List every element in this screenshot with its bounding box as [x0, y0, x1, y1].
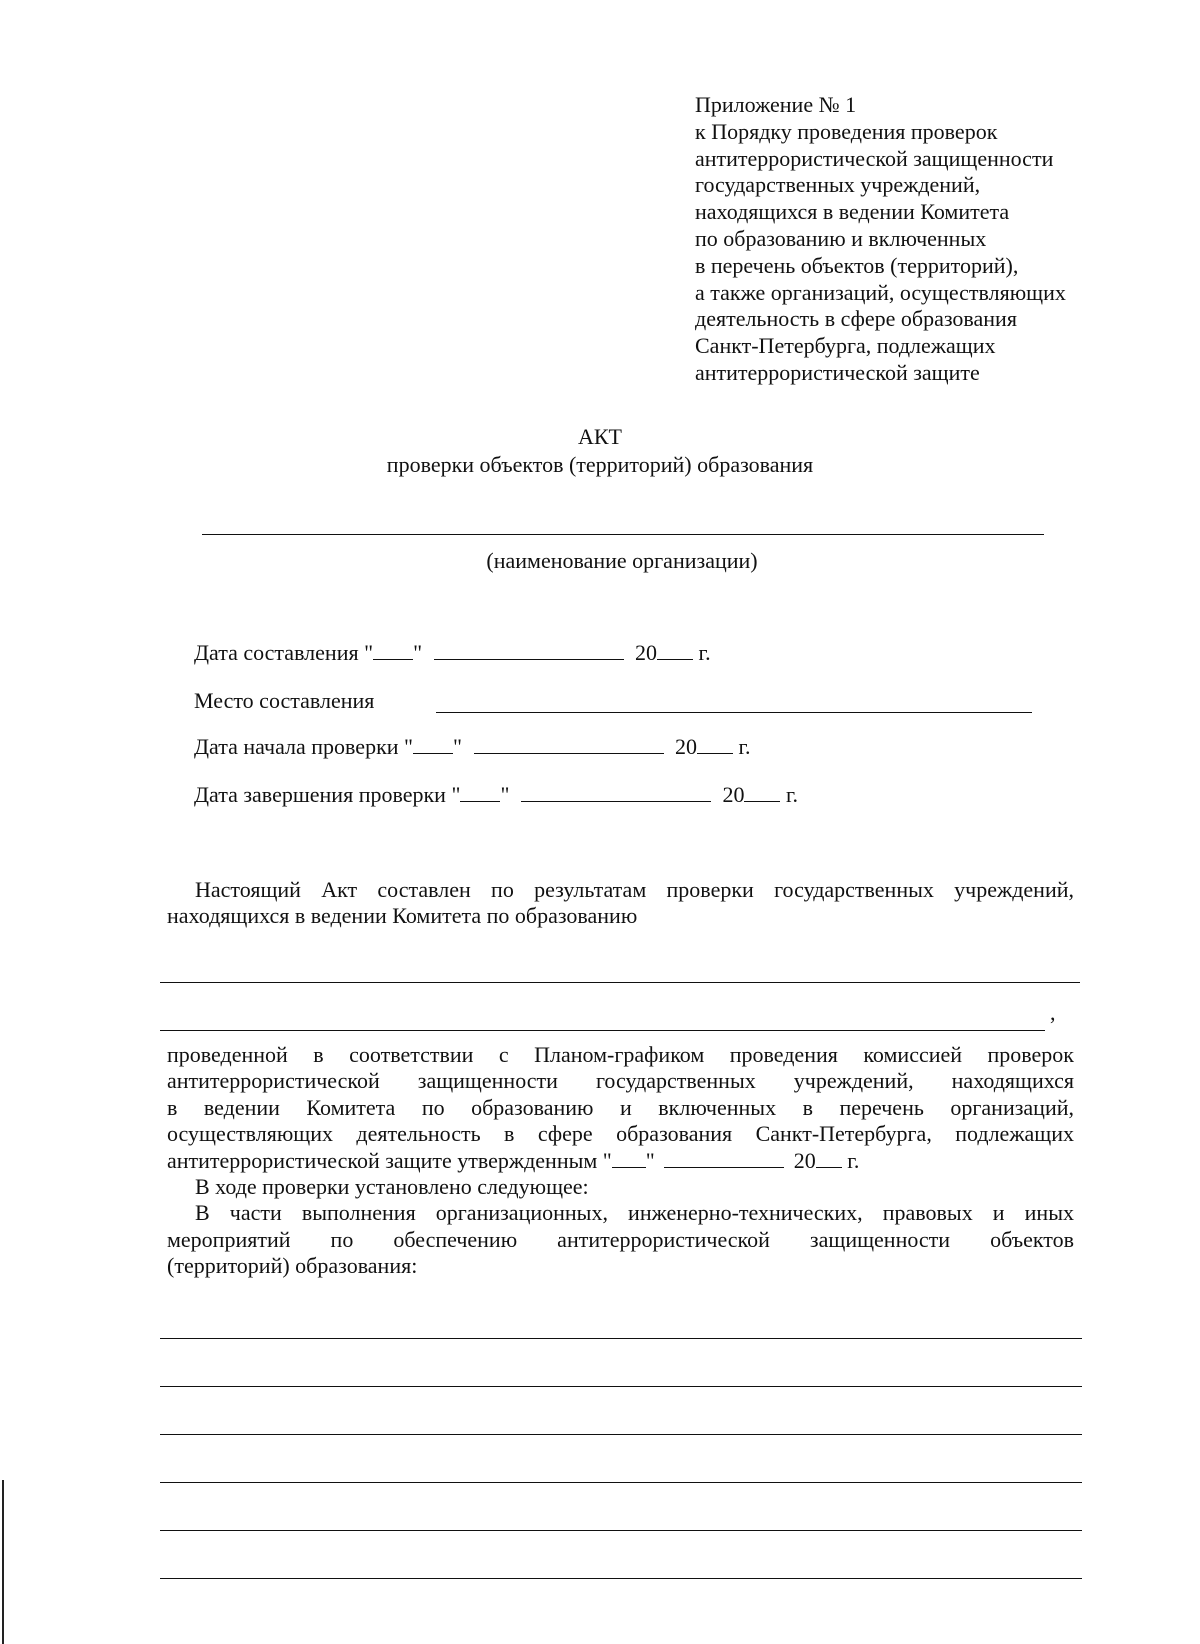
appendix-line: а также организаций, осуществляющих	[695, 279, 1066, 305]
date-composed-year-prefix: 20	[635, 640, 658, 665]
date-composed-quote: "	[413, 640, 423, 665]
measures-line: мероприятий по обеспечению антитеррористической защищенности объектов	[167, 1226, 1074, 1252]
date-end-field	[194, 782, 798, 808]
appendix-line: находящихся в ведении Комитета	[695, 199, 1010, 225]
appendix-line: Санкт-Петербурга, подлежащих	[695, 333, 996, 359]
document-subtitle: проверки объектов (территорий) образования	[386, 452, 814, 477]
measures-line: (территорий) образования:	[167, 1253, 418, 1279]
place-field	[194, 688, 374, 714]
body-line: проведенной в соответствии с Планом-графиком проведения комиссией проверок	[167, 1042, 1074, 1067]
approved-year-blank[interactable]	[816, 1149, 842, 1168]
organization-name-line[interactable]	[202, 534, 1044, 535]
approved-year-prefix: 20	[793, 1147, 816, 1173]
date-end-label: Дата завершения проверки "	[194, 782, 461, 807]
date-composed-year-blank[interactable]	[657, 641, 693, 660]
appendix-line: в перечень объектов (территорий),	[695, 252, 1019, 278]
body-line-approved	[167, 1148, 1074, 1174]
date-end-quote: "	[500, 782, 510, 807]
approved-label: антитеррористической защите утвержденным "	[167, 1147, 612, 1173]
date-start-label: Дата начала проверки "	[194, 734, 414, 759]
date-end-month-blank[interactable]	[521, 783, 711, 802]
date-composed-label: Дата составления "	[194, 640, 374, 665]
intro-paragraph	[167, 877, 1074, 930]
appendix-line: Приложение № 1	[695, 92, 857, 117]
appendix-line: государственных учреждений,	[695, 172, 981, 198]
committee-blank-line-2[interactable]	[160, 1030, 1045, 1031]
place-label: Место составления	[194, 688, 375, 713]
date-composed-month-blank[interactable]	[434, 641, 624, 660]
appendix-line: антитеррористической защите	[695, 359, 980, 385]
date-end-year-suffix: г.	[785, 782, 798, 807]
body-line: в ведении Комитета по образованию и включенных в перечень организаций,	[167, 1094, 1074, 1120]
date-start-year-suffix: г.	[738, 734, 751, 759]
date-composed-day-blank[interactable]	[373, 641, 413, 660]
organization-name-caption: (наименование организации)	[486, 548, 758, 573]
appendix-line: по образованию и включенных	[695, 225, 987, 251]
findings-blank-line-6[interactable]	[160, 1578, 1082, 1579]
date-start-year-blank[interactable]	[697, 735, 733, 754]
document-title: АКТ	[578, 424, 622, 449]
date-end-year-blank[interactable]	[744, 783, 780, 802]
approved-day-blank[interactable]	[612, 1149, 646, 1168]
date-start-day-blank[interactable]	[413, 735, 453, 754]
appendix-line: к Порядку проведения проверок	[695, 118, 998, 144]
date-start-quote: "	[453, 734, 462, 759]
body-line: антитеррористической защищенности государственных учреждений, находящихся	[167, 1068, 1074, 1094]
date-end-day-blank[interactable]	[460, 783, 500, 802]
measures-line: В части выполнения организационных, инженерно-технических, правовых и иных	[195, 1200, 1074, 1226]
findings-blank-line-1[interactable]	[160, 1338, 1082, 1339]
intro-line: находящихся в ведении Комитета по образованию	[167, 903, 638, 929]
appendix-header	[695, 92, 1135, 387]
appendix-line: деятельность в сфере образования	[695, 306, 1017, 332]
date-start-year-prefix: 20	[675, 734, 697, 759]
approved-month-blank[interactable]	[664, 1149, 784, 1168]
findings-intro: В ходе проверки установлено следующее:	[195, 1174, 589, 1200]
date-end-year-prefix: 20	[722, 782, 745, 807]
appendix-line: антитеррористической защищенности	[695, 145, 1054, 171]
comma-mark: ,	[1050, 1000, 1056, 1025]
findings-blank-line-4[interactable]	[160, 1482, 1082, 1483]
approved-quote: "	[645, 1147, 655, 1173]
body-paragraph	[167, 1042, 1074, 1280]
date-start-month-blank[interactable]	[474, 735, 664, 754]
date-composed-field	[194, 640, 711, 666]
body-line: осуществляющих деятельность в сфере образования Санкт-Петербурга, подлежащих	[167, 1121, 1074, 1147]
intro-line: Настоящий Акт составлен по результатам проверки государственных учреждений,	[195, 877, 1074, 902]
date-composed-year-suffix: г.	[698, 640, 711, 665]
findings-blank-line-3[interactable]	[160, 1434, 1082, 1435]
findings-blank-line-5[interactable]	[160, 1530, 1082, 1531]
scan-edge-mark	[2, 1480, 4, 1644]
findings-blank-line-2[interactable]	[160, 1386, 1082, 1387]
committee-blank-line-1[interactable]	[160, 982, 1080, 983]
date-start-field	[194, 734, 751, 760]
place-blank[interactable]	[436, 712, 1032, 713]
approved-year-suffix: г.	[847, 1147, 860, 1173]
